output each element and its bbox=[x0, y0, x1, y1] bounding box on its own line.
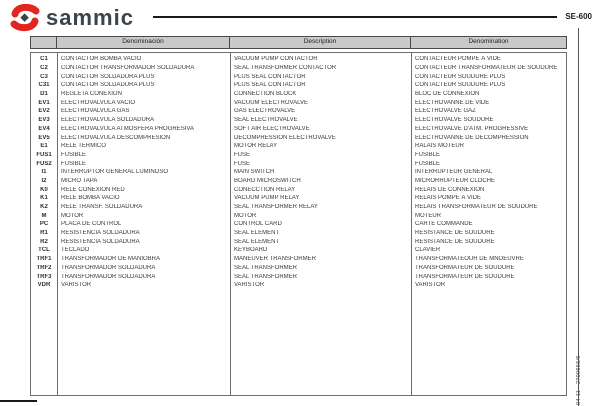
row-denominacion: CONTACTOR TRANSFORMADOR SOLDADURA bbox=[61, 65, 195, 72]
row-denominacion: MOTOR bbox=[61, 212, 84, 219]
row-denominacion: TECLADO bbox=[61, 247, 90, 254]
row-code: TRF1 bbox=[36, 256, 52, 263]
row-denomination: CONTACTEUR POMPE À VIDE bbox=[415, 56, 501, 63]
row-code: TRF2 bbox=[36, 264, 52, 271]
table-row bbox=[31, 125, 566, 134]
row-denominacion: RELE CONEXION RED bbox=[61, 186, 125, 193]
table-row bbox=[31, 151, 566, 160]
row-code: K2 bbox=[40, 204, 48, 211]
row-description: MAIN SWITCH bbox=[234, 169, 275, 176]
row-code: E1 bbox=[40, 143, 48, 150]
row-denominacion: RELE TERMICO bbox=[61, 143, 106, 150]
row-denomination: RALAIS MOTEUR bbox=[415, 143, 465, 150]
row-description: MOTOR RELAY bbox=[234, 143, 278, 150]
row-denomination: INTERRUPTEUR GÉNÉRAL bbox=[415, 169, 493, 176]
row-description: CONTROL CARD bbox=[234, 221, 282, 228]
row-code: M bbox=[41, 212, 47, 219]
row-description: SOFT AIR ELECTROVALVE bbox=[234, 125, 310, 132]
table-row bbox=[31, 64, 566, 73]
table-row bbox=[31, 177, 566, 186]
brand-logo bbox=[8, 4, 134, 32]
table-row bbox=[31, 116, 566, 125]
row-description: VARISTOR bbox=[234, 282, 265, 289]
row-description: VACUUM PUMP CONTACTOR bbox=[234, 56, 318, 63]
row-denomination: ÉLECTROVANNE DE DÉCOMPRESSION bbox=[415, 134, 529, 141]
row-denomination: MICRORRUPTEUR CLOCHE bbox=[415, 177, 496, 184]
row-denomination: TRANSFORMATEUR DE SOUDURE bbox=[415, 264, 515, 271]
row-description: SEAL ELEMENT bbox=[234, 238, 280, 245]
row-code: D1 bbox=[40, 91, 48, 98]
row-code: TRF3 bbox=[36, 273, 52, 280]
row-denomination: CONTACTEUR SOUDURE PLUS bbox=[415, 73, 506, 80]
row-denomination: BLOC DE CONNEXION bbox=[415, 91, 480, 98]
row-denomination: ÉLECTROVALVE GAZ bbox=[415, 108, 476, 115]
row-description: SEAL TRANSFORMER bbox=[234, 264, 298, 271]
table-row bbox=[31, 255, 566, 264]
row-denominacion: ELECTROVALVULA VACIO bbox=[61, 99, 136, 106]
row-denomination: RELAIS DE CONNEXION bbox=[415, 186, 485, 193]
row-denomination: TRANSFORMATEOUR DE MNOEUVRE bbox=[415, 256, 524, 263]
header-divider bbox=[153, 16, 557, 18]
row-denominacion: RESISTENCIA SOLDADURA bbox=[61, 230, 140, 237]
page-right-rule bbox=[578, 28, 579, 406]
parts-table bbox=[30, 36, 567, 396]
table-row bbox=[31, 159, 566, 168]
row-denomination: CARTE COMMANDE bbox=[415, 221, 473, 228]
table-row bbox=[31, 72, 566, 81]
row-code: PC bbox=[39, 221, 49, 228]
row-code: EV3 bbox=[38, 117, 50, 124]
row-code: C31 bbox=[38, 82, 50, 89]
table-header-row bbox=[30, 36, 567, 49]
row-description: DECOMPRESSION ELECTROVALVE bbox=[234, 134, 336, 141]
row-denominacion: TRANSFORMADOR SOLDADURA bbox=[61, 264, 156, 271]
row-code: EV1 bbox=[38, 99, 50, 106]
row-code: I2 bbox=[41, 177, 47, 184]
table-row bbox=[31, 220, 566, 229]
page-corner-mark bbox=[0, 400, 37, 402]
row-denominacion: ELECTROVALVULA DESCOMPRESION bbox=[61, 134, 171, 141]
row-code: EV4 bbox=[38, 125, 50, 132]
row-denominacion: VARISTOR bbox=[61, 282, 92, 289]
row-denominacion: TRANSFORMADOR DE MANIOBRA bbox=[61, 256, 161, 263]
row-denominacion: CONTACTOR SOLDADURA PLUS bbox=[61, 82, 155, 89]
row-denominacion: MICRO TAPA bbox=[61, 177, 98, 184]
row-denomination: RELAIS POMPE À VIDE bbox=[415, 195, 482, 202]
row-denomination: RÉSISTANCE DE SOUDURE bbox=[415, 230, 495, 237]
table-row bbox=[31, 237, 566, 246]
column-header-denominacion: Denominación bbox=[57, 36, 230, 49]
column-header-description: Description bbox=[230, 36, 411, 49]
table-rows bbox=[31, 55, 566, 290]
row-code: VDR bbox=[37, 282, 51, 289]
row-denominacion: ELECTROVALVULA SOLDADURA bbox=[61, 117, 155, 124]
row-code: K1 bbox=[40, 195, 48, 202]
row-denomination: MOTEUR bbox=[415, 212, 441, 219]
row-denomination: ÉLECTROVALVE D'ATM. PROGRESSIVE bbox=[415, 125, 529, 132]
row-code: K0 bbox=[40, 186, 48, 193]
row-denominacion: PLACA DE CONTROL bbox=[61, 221, 122, 228]
row-denominacion: CONTACTOR BOMBA VACIO bbox=[61, 56, 142, 63]
row-denomination: CLAVIER bbox=[415, 247, 441, 254]
row-denominacion: RELE BOMBA VACIO bbox=[61, 195, 120, 202]
table-row bbox=[31, 81, 566, 90]
row-denominacion: REGLETA CONEXION bbox=[61, 91, 122, 98]
column-header-code bbox=[30, 36, 57, 49]
row-description: FUSE bbox=[234, 160, 251, 167]
table-body bbox=[30, 52, 567, 396]
row-code: C1 bbox=[40, 56, 48, 63]
row-description: CONECCTION RELAY bbox=[234, 186, 296, 193]
row-denomination: TRANSFORMATEUR DE SOUDURE bbox=[415, 273, 515, 280]
row-denominacion: FUSIBLE bbox=[61, 160, 87, 167]
row-denomination: ÉLECTROVANNE DE VIDE bbox=[415, 99, 490, 106]
row-description: VACUUM PUMP RELAY bbox=[234, 195, 300, 202]
row-denominacion: CONTACTOR SOLDADURA PLUS bbox=[61, 73, 155, 80]
row-denominacion: TRANSFORMADOR SOLDADURA bbox=[61, 273, 156, 280]
table-row bbox=[31, 98, 566, 107]
table-row bbox=[31, 229, 566, 238]
row-denomination: VARISTOR bbox=[415, 282, 446, 289]
row-code: C3 bbox=[40, 73, 48, 80]
row-denomination: FUSIBLE bbox=[415, 151, 441, 158]
row-description: PLUS SEAL CONTACTOR bbox=[234, 73, 306, 80]
table-row bbox=[31, 246, 566, 255]
row-description: SEAL TRANSFORMER CONTACTOR bbox=[234, 65, 337, 72]
row-code: EV5 bbox=[38, 134, 50, 141]
table-row bbox=[31, 281, 566, 290]
row-description: KEYBOARD bbox=[234, 247, 268, 254]
table-row bbox=[31, 272, 566, 281]
row-denominacion: ELECTROVALVULA GAS bbox=[61, 108, 130, 115]
row-denomination: RÉSISTANCE DE SOUDURE bbox=[415, 238, 495, 245]
row-code: C2 bbox=[40, 65, 48, 72]
column-header-denomination: Denomination bbox=[411, 36, 567, 49]
table-row bbox=[31, 142, 566, 151]
row-code: R2 bbox=[40, 238, 48, 245]
table-row bbox=[31, 194, 566, 203]
row-code: FUS1 bbox=[36, 151, 52, 158]
sammic-logo-icon bbox=[8, 4, 42, 32]
model-label: SE-600 bbox=[565, 12, 592, 21]
row-denomination: CONTACTEUR SOUDURE PLUS bbox=[415, 82, 506, 89]
brand-name: sammic bbox=[46, 5, 134, 30]
table-row bbox=[31, 107, 566, 116]
table-row bbox=[31, 211, 566, 220]
row-denominacion: INTERRUPTOR GENERAL LUMINOSO bbox=[61, 169, 169, 176]
row-denomination: CONTACTEUR TRANSFORMATEUR DE SOUDURE bbox=[415, 65, 558, 72]
row-code: EV2 bbox=[38, 108, 50, 115]
row-denominacion: RELE TRANSF. SOLDADURA bbox=[61, 204, 143, 211]
table-row bbox=[31, 203, 566, 212]
table-row bbox=[31, 168, 566, 177]
row-description: MOTOR bbox=[234, 212, 257, 219]
row-description: VACUUM ELECTROVALVE bbox=[234, 99, 309, 106]
table-row bbox=[31, 185, 566, 194]
row-description: BOARD MICROSWITCH bbox=[234, 177, 301, 184]
row-description: SEAL TRANSFORMER RELAY bbox=[234, 204, 318, 211]
row-description: PLUS SEAL CONTACTOR bbox=[234, 82, 306, 89]
row-description: SEAL TRANSFORMER bbox=[234, 273, 298, 280]
row-code: I1 bbox=[41, 169, 47, 176]
row-description: SEAL ELECTROVALVE bbox=[234, 117, 298, 124]
row-code: R1 bbox=[40, 230, 48, 237]
table-row bbox=[31, 55, 566, 64]
row-denomination: ÉLECTROVALVE SOUDURE bbox=[415, 117, 494, 124]
row-denominacion: RESISTENCIA SOLDADURA bbox=[61, 238, 140, 245]
row-code: TCL bbox=[38, 247, 50, 254]
row-description: MANEUVER TRANSFORMER bbox=[234, 256, 316, 263]
row-description: SEAL ELEMENT bbox=[234, 230, 280, 237]
row-denominacion: ELECTROVALVULA ATMOSFERA PROGRESIVA bbox=[61, 125, 194, 132]
table-row bbox=[31, 133, 566, 142]
row-description: CONNECTION BLOCK bbox=[234, 91, 297, 98]
table-row bbox=[31, 264, 566, 273]
doc-number: 04-11 · 2700656/6 bbox=[576, 355, 582, 405]
row-denominacion: FUSIBLE bbox=[61, 151, 87, 158]
row-description: FUSE bbox=[234, 151, 251, 158]
row-code: FUS2 bbox=[36, 160, 52, 167]
row-denomination: RELAIS TRANSFORMATEUR DE SOUDURE bbox=[415, 204, 538, 211]
row-description: GAS ELECTROVALVE bbox=[234, 108, 296, 115]
table-row bbox=[31, 90, 566, 99]
row-denomination: FUSIBLE bbox=[415, 160, 441, 167]
